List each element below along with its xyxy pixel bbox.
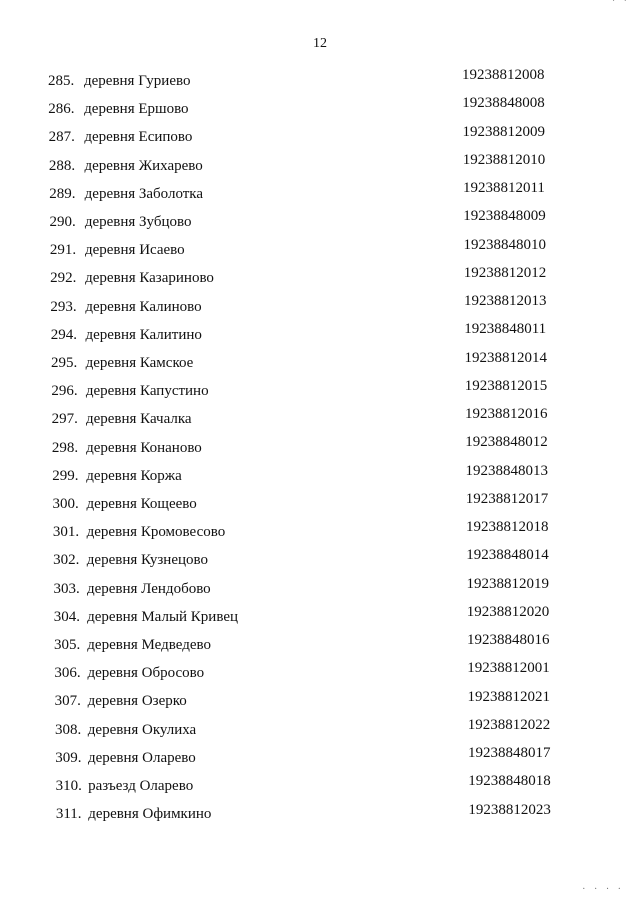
oktmo-code: 19238812019 — [466, 575, 549, 592]
item-number: 306. — [54, 665, 81, 682]
list-item — [0, 490, 640, 515]
item-number: 298. — [51, 439, 79, 456]
item-number: 297. — [51, 411, 78, 428]
oktmo-code: 19238848011 — [464, 321, 547, 338]
oktmo-code: 19238848013 — [465, 462, 548, 479]
item-number: 299. — [52, 467, 79, 484]
oktmo-code: 19238848018 — [468, 773, 551, 790]
item-number: 300. — [52, 496, 79, 512]
settlement-name: деревня Офимкино — [88, 806, 212, 823]
settlement-name: деревня Малый Кривец — [87, 608, 239, 625]
settlement-name: деревня Зубцово — [84, 214, 192, 230]
oktmo-code: 19238812015 — [464, 377, 548, 394]
list-item — [0, 293, 640, 318]
list-item — [0, 549, 640, 571]
settlement-name: деревня Есипово — [84, 129, 193, 146]
oktmo-code: 19238848009 — [463, 208, 546, 225]
settlement-name: деревня Жихарево — [84, 157, 203, 174]
item-number: 296. — [51, 383, 78, 400]
list-item — [0, 775, 640, 797]
settlement-name: деревня Кощеево — [86, 496, 197, 512]
item-number: 293. — [50, 298, 77, 315]
list-item — [0, 180, 640, 205]
item-number: 285. — [48, 73, 75, 89]
list-item — [0, 95, 640, 120]
oktmo-code: 19238848008 — [462, 95, 545, 112]
list-item — [0, 349, 640, 374]
list-item — [0, 377, 640, 402]
list-item — [0, 603, 640, 628]
oktmo-code: 19238812001 — [467, 660, 550, 677]
oktmo-code: 19238812010 — [462, 151, 546, 168]
oktmo-code: 19238812013 — [463, 293, 547, 309]
settlement-name: деревня Оларево — [87, 749, 196, 766]
settlement-name: деревня Калитино — [85, 326, 202, 343]
list-item — [0, 747, 640, 769]
item-number: 301. — [52, 524, 80, 541]
item-number: 304. — [53, 608, 80, 625]
oktmo-code: 19238848010 — [463, 236, 546, 253]
list-item — [0, 408, 640, 430]
list-item — [0, 434, 640, 459]
item-number: 307. — [54, 693, 81, 710]
oktmo-code: 19238848016 — [466, 632, 550, 648]
settlement-name: деревня Гуриево — [84, 73, 191, 89]
item-number: 291. — [49, 242, 77, 259]
item-number: 295. — [51, 355, 78, 371]
list-item — [0, 208, 640, 233]
list-item — [0, 462, 640, 487]
settlement-name: деревня Кузнецово — [86, 552, 208, 569]
item-number: 288. — [48, 157, 76, 174]
list-item — [0, 236, 640, 261]
settlement-name: деревня Капустино — [85, 383, 209, 400]
oktmo-code: 19238812021 — [467, 688, 550, 705]
list-item — [0, 67, 640, 92]
oktmo-code: 19238848014 — [466, 547, 549, 564]
item-number: 286. — [48, 101, 75, 118]
scan-artifact-top: · · — [611, 0, 630, 7]
oktmo-code: 19238848017 — [467, 745, 551, 761]
settlement-name: деревня Окулиха — [87, 721, 197, 738]
oktmo-code: 19238812022 — [467, 716, 551, 733]
settlement-name: деревня Ершово — [84, 101, 189, 118]
list-item — [0, 123, 640, 148]
settlement-name: деревня Обросово — [87, 665, 205, 682]
item-number: 294. — [50, 326, 77, 343]
settlement-name: деревня Качалка — [85, 411, 192, 428]
oktmo-code: 19238848012 — [465, 434, 548, 451]
item-number: 302. — [53, 552, 80, 569]
list-item — [0, 803, 640, 825]
list-item — [0, 151, 640, 177]
list-item — [0, 716, 640, 741]
oktmo-code: 19238812017 — [465, 490, 549, 507]
settlement-name: деревня Казариново — [85, 270, 214, 287]
oktmo-code: 19238812009 — [462, 123, 545, 140]
list-item — [0, 575, 640, 600]
settlement-name: деревня Исаево — [84, 242, 185, 259]
oktmo-code: 19238812018 — [465, 519, 549, 535]
item-number: 292. — [50, 270, 77, 287]
settlement-name: деревня Заболотка — [84, 185, 204, 202]
settlement-name: деревня Лендобово — [86, 580, 211, 597]
item-number: 309. — [55, 749, 82, 766]
item-number: 311. — [55, 806, 82, 823]
settlement-name: деревня Конаново — [86, 439, 202, 456]
list-item — [0, 521, 640, 543]
oktmo-code: 19238812011 — [462, 180, 545, 196]
item-number: 289. — [49, 185, 76, 202]
settlement-name: деревня Калиново — [85, 298, 202, 315]
scan-artifact-corner: · · · · — [582, 884, 624, 895]
settlement-name: деревня Озерко — [87, 693, 187, 710]
item-number: 303. — [53, 580, 80, 597]
list-item — [0, 662, 640, 684]
list-item — [0, 634, 640, 656]
oktmo-code: 19238812014 — [464, 349, 547, 366]
oktmo-code: 19238812012 — [463, 264, 547, 281]
item-number: 290. — [49, 214, 76, 230]
page-number: 12 — [313, 36, 327, 51]
item-number: 287. — [48, 129, 75, 146]
item-number: 308. — [54, 721, 82, 738]
oktmo-code: 19238812020 — [466, 603, 550, 620]
item-number: 305. — [54, 637, 81, 653]
settlement-name: деревня Камское — [85, 355, 194, 371]
settlement-name: деревня Медведево — [87, 637, 211, 653]
item-number: 310. — [55, 778, 82, 794]
list-item — [0, 690, 640, 712]
oktmo-code: 19238812008 — [462, 67, 545, 83]
oktmo-code: 19238812016 — [464, 406, 548, 422]
list-item — [0, 264, 640, 289]
oktmo-code: 19238812023 — [468, 801, 551, 818]
settlement-name: разъезд Оларево — [88, 778, 194, 794]
settlement-name: деревня Коржа — [86, 467, 182, 484]
list-item — [0, 321, 640, 346]
settlement-name: деревня Кромовесово — [86, 524, 226, 541]
